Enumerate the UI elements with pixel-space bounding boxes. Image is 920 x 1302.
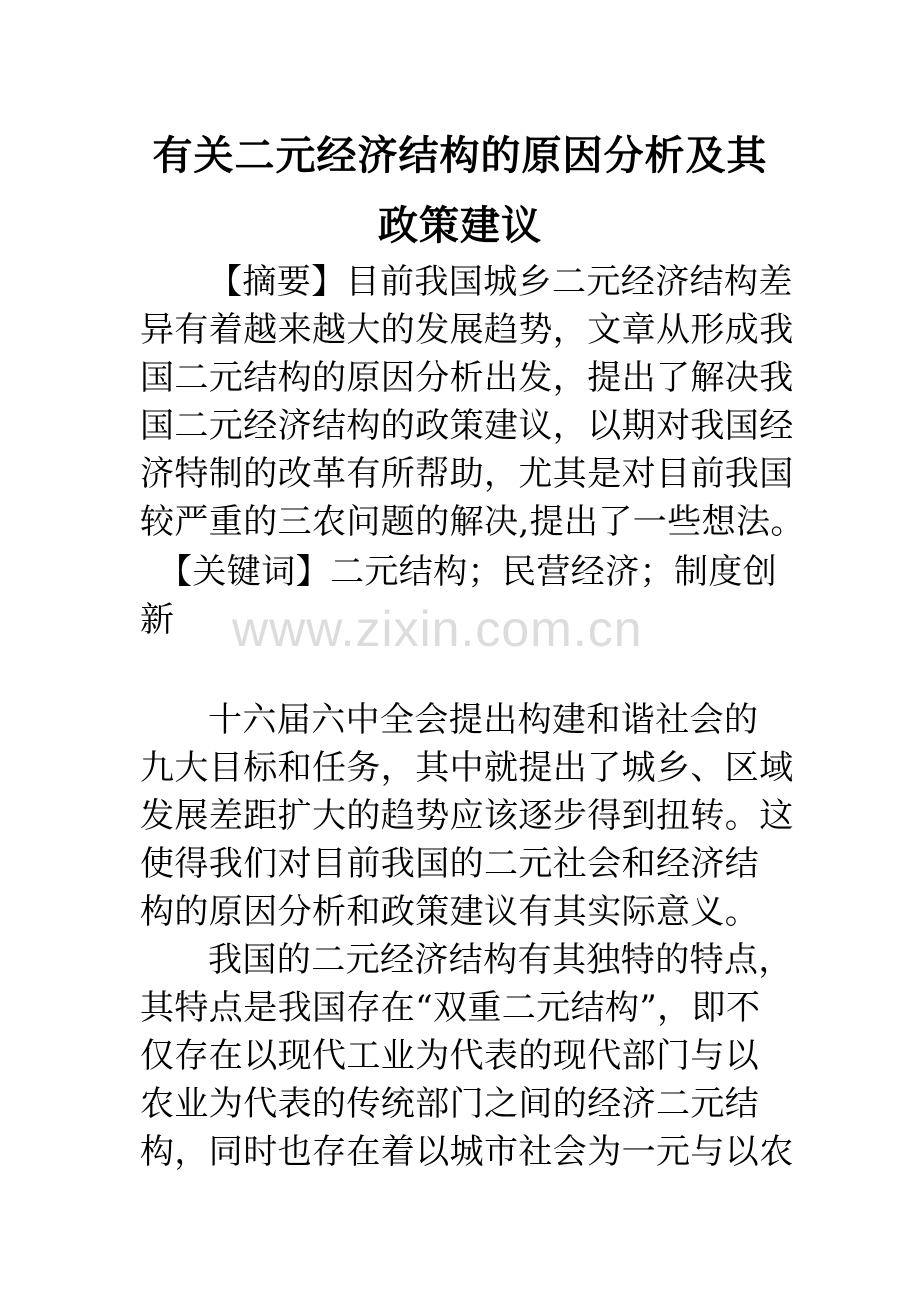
body-line-10: 构，同时也存在着以城市社会为一元与以农 (140, 1132, 794, 1172)
abstract-line-4: 国二元经济结构的政策建议，以期对我国经 (140, 406, 794, 446)
body-line-4: 使得我们对目前我国的二元社会和经济结 (140, 844, 760, 884)
keywords-line-2: 新 (140, 600, 175, 640)
document-title-line-1: 有关二元经济结构的原因分析及其 (152, 132, 768, 179)
abstract-line-5: 济特制的改革有所帮助，尤其是对目前我国 (140, 454, 794, 494)
body-line-8: 仅存在以现代工业为代表的现代部门与以 (140, 1036, 760, 1076)
body-line-6: 我国的二元经济结构有其独特的特点， (208, 940, 793, 980)
body-line-1: 十六届六中全会提出构建和谐社会的 (208, 700, 759, 740)
abstract-line-1: 【摘要】目前我国城乡二元经济结构差 (208, 262, 793, 302)
body-line-2: 九大目标和任务，其中就提出了城乡、区域 (140, 748, 794, 788)
body-line-7: 其特点是我国存在“双重二元结构”，即不 (140, 988, 761, 1028)
keywords-line-1: 【关键词】二元结构；民营经济；制度创 (158, 552, 778, 592)
watermark: www.zixin.com.cn (232, 601, 643, 657)
abstract-line-3: 国二元结构的原因分析出发，提出了解决我 (140, 358, 794, 398)
body-line-3: 发展差距扩大的趋势应该逐步得到扭转。这 (140, 796, 794, 836)
abstract-line-2: 异有着越来越大的发展趋势，文章从形成我 (140, 310, 794, 350)
abstract-line-6: 较严重的三农问题的解决,提出了一些想法。 (140, 502, 805, 542)
body-line-9: 农业为代表的传统部门之间的经济二元结 (140, 1084, 760, 1124)
document-title-line-2: 政策建议 (378, 202, 542, 249)
body-line-5: 构的原因分析和政策建议有其实际意义。 (140, 892, 760, 932)
